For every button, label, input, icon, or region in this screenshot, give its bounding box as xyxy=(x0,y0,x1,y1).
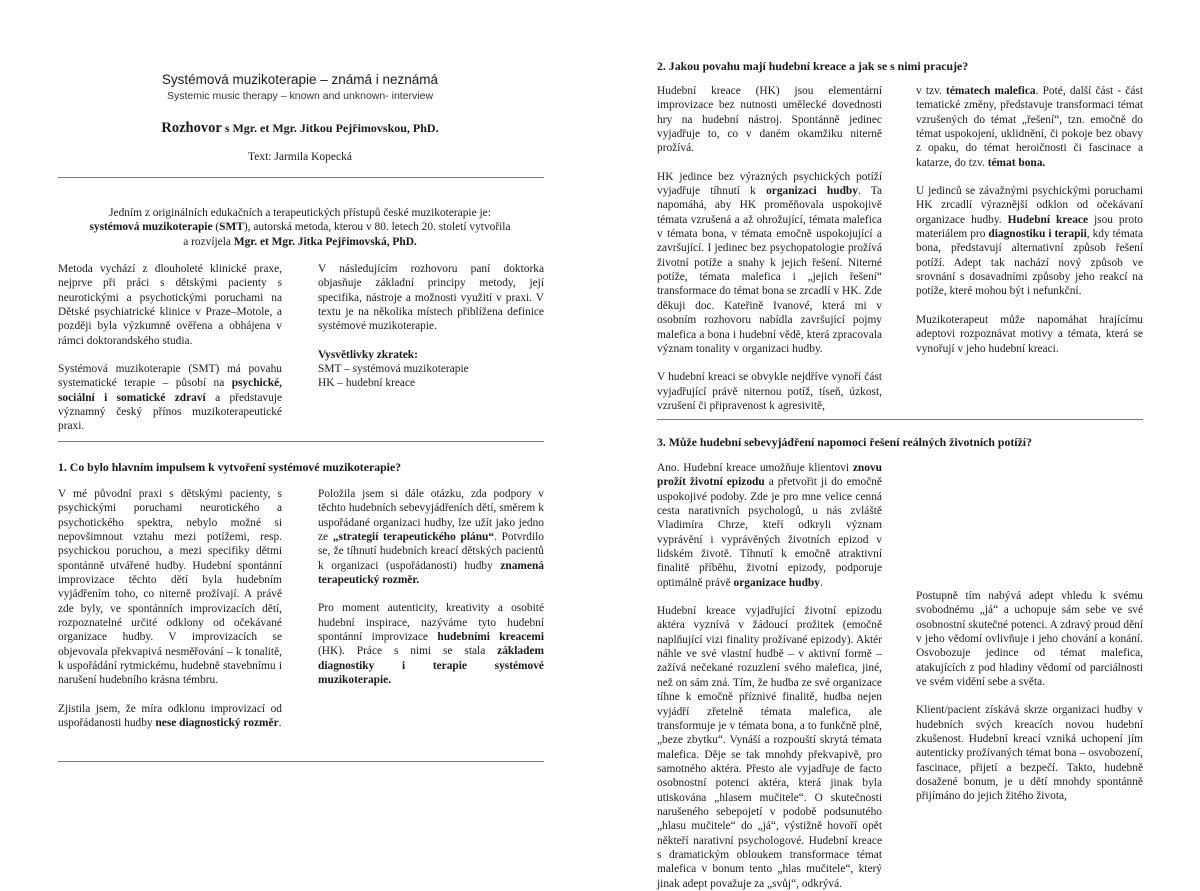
text-bold: Hudební kreace xyxy=(1007,213,1089,226)
paragraph-smt xyxy=(58,362,282,434)
article-title: Systémová muzikoterapie – známá i neznámá xyxy=(161,72,439,87)
q2-col-1 xyxy=(657,84,882,427)
divider-q3 xyxy=(657,419,1143,420)
text-run: Systémová muzikoterapie (SMT) má povahu systematické terapie – působí na xyxy=(58,363,282,390)
text-run: Ano. Hudební kreace umožňuje klientovi xyxy=(657,462,853,474)
q2-paragraph-2 xyxy=(657,170,882,356)
q3-paragraph-4: Klient/pacient získává skrze organizaci hudby v hudebních svých kreacích novou hudební zkušenost. Hudební kreací vzniká uchopení jím autenticky prožívaných témat bona – osvobození, fascinace, přijetí a bezpečí. Takto, hudebně dosažené bonum, je u dětí mnohdy spontánně přijímáno do jejich žitého života, xyxy=(916,704,1143,803)
intro-line-2-rest: ), autorská metoda, kterou v 80. letech 20. století vytvořila xyxy=(243,221,511,234)
intro-line-3 xyxy=(40,235,560,249)
divider-top xyxy=(58,177,544,178)
text-bold: nese diagnostický rozměr xyxy=(155,717,279,730)
q2-paragraph-6: Muzikoterapeut může napomáhat hrajícímu adeptovi rozpoznávat motivy a témata, která se vynořují v jeho hudební kreaci. xyxy=(916,313,1143,355)
text-bold: základem diagnostiky i terapie systémové muzikoterapie. xyxy=(318,645,544,687)
q3-col-2 xyxy=(916,461,1143,818)
abbr-hk: HK – hudební kreace xyxy=(318,377,416,390)
intro-abbr: SMT xyxy=(219,221,244,234)
intro-line-2 xyxy=(40,220,560,234)
text-run: Položila jsem si dále otázku, zda podpory v těchto hudebních sebevyjádřeních dětí, směrem k uspořádané organizaci hudby, lze užít jako jedno ze xyxy=(318,488,544,544)
text-run: . Potvrdilo se, že tíhnutí hudebních kreací dětských pacientů k organizaci (uspořádanosti) hudby xyxy=(318,531,545,572)
q1-col-2 xyxy=(318,487,544,701)
text-run: Pro moment autenticity, kreativity a osobité hudební inspirace, nazýváme tyto hudební spontánní improvizace xyxy=(318,602,544,644)
intro-author-name: Mgr. et Mgr. Jitka Pejřimovská, PhD. xyxy=(233,235,417,248)
interview-heading xyxy=(40,120,560,137)
text-run: . xyxy=(819,576,823,589)
left-intro-col-2 xyxy=(318,262,544,391)
intro-line-1: Jedním z originálních edukačních a terapeutických přístupů české muzikoterapie je: xyxy=(109,207,491,219)
intro-smt-bold: systémová muzikoterapie xyxy=(89,221,213,234)
text-bold: diagnostiku i terapii xyxy=(988,228,1087,241)
q2-paragraph-1: Hudební kreace (HK) jsou elementární improvizace bez nutnosti umělecké dovednosti hry na hudební nástroj. Spontánně jedinec vyjadřuje to, co v daném okamžiku niterně prožívá. xyxy=(657,85,882,155)
text-bold: témat bona. xyxy=(987,156,1046,169)
text-run: (HK). Práce s nimi se stala xyxy=(318,645,498,658)
q2-paragraph-5 xyxy=(916,184,1143,299)
article-subtitle: Systemic music therapy – known and unknown- interview xyxy=(166,90,434,102)
text-bold: organizace hudby xyxy=(733,576,820,589)
intro-paren: ( xyxy=(212,221,220,234)
abbr-smt: SMT – systémová muzikoterapie xyxy=(318,363,469,376)
text-bold: „strategií terapeutického plánu“ xyxy=(332,531,495,544)
author-line: Text: Jarmila Kopecká xyxy=(248,151,352,163)
q2-col-2 xyxy=(916,84,1143,370)
text-bold: znamená terapeutický rozměr. xyxy=(318,559,544,587)
q1-paragraph-3 xyxy=(318,487,544,587)
text-bold: znovu prožít životní epizodu xyxy=(657,462,882,489)
q3-paragraph-2: Hudební kreace vyjadřující životní epizodu aktéra vyznívá v žádoucí prožitek (emočně naplňující vizi finality prožívané epizody). Aktér náhle ve své vlastní hudbě – v aktivní formě – zažívá nečekané rozuzlení svého malefica, jiné, než on sám zná. Tím, že hudba ze své organizace tíhne k emočně příznivé finalitě, hudba nejen vyjádří zřetelně témata malefica, ale transformuje je v témata bona, a to funkčně plně, „beze zbytku“. Vynáší a rozpouští skrytá témata malefica. Děje se tak mnohdy překvapivě, pro samotného aktéra. Přesto ale vyjadřuje de facto osobnostní potenci aktéra, která jinak byla utiskována „hlasem mučitele“. O skutečnosti narušeného sebepojetí v podobě podsunutého „hlasu mučitele“ do „já“, výstižně hovoří opět někteří narativní psychologové. Hudební kreace s dramatickým obloukem transformace témat malefica v bonum tento „hlas mučitele“, který jinak adept považuje za „svůj“, odkrývá. xyxy=(657,605,882,890)
paragraph-next: V následujícím rozhovoru paní doktorka objasňuje základní principy metody, její specifika, nástroje a možnosti využití v praxi. V textu je na několika místech přiblížena definice systémové muzikoterapie. xyxy=(318,263,544,333)
text-run: , kdy témata bona, představují alternativní způsob řešení potíží. Adept tak nachází nový způsob ve srovnání s dosavadními způsoby jeho reakcí na potíže, které mohou být i nefunkční. xyxy=(916,228,1143,298)
q1-col-1 xyxy=(58,487,282,745)
question-1-heading: 1. Co bylo hlavním impulsem k vytvoření systémové muzikoterapie? xyxy=(58,460,402,474)
intro-line-3-pre: a rozvíjela xyxy=(183,235,234,248)
text-run: jsou proto materiálem pro xyxy=(916,213,1143,241)
left-page xyxy=(0,0,600,849)
text-run: . Poté, další část - část tematické změny, představuje transformaci témat vzrušených do témat „řešení“, tzn. emočně do témat uspokojení, uklidnění, či pokoje bez obavy z opaku, do témat heroičnosti či fascinace a katarze, do tzv. xyxy=(916,85,1144,169)
text-run: a představuje významný český přínos muzikoterapeutické praxi. xyxy=(58,391,282,433)
interview-guest: s Mgr. et Mgr. Jitkou Pejřimovskou, PhD. xyxy=(221,121,439,135)
divider-bottom xyxy=(58,761,544,762)
text-bold: psychické, sociální i somatické zdraví xyxy=(58,377,282,404)
q1-paragraph-1: V mé původní praxi s dětskými pacienty, s psychickými poruchami neurotického a psychotického spektra, nebylo možné si nepovšimnout vztahu mezi potížemi, resp. psychickou poruchou, a mezi specifiky dětmi spontánně utvářené hudby. Hudební spontánní improvizace těchto dětí byla hudebním vyjádřením toho, co niterně prožívají. A právě zde byly, ve spontánních improvizacích dětí, rozpoznatelné určité odklony od očekávané organizace hudby. V improvizacích se objevovala překvapivá nesměřování – k tonalitě, k uspořádání rytmickému, hudebně stavebnímu i narušení hudebního krásna témbru. xyxy=(58,488,282,687)
left-intro-col-1 xyxy=(58,262,282,448)
text-run: U jedinců se závažnými psychickými poruchami HK zrcadlí výraznější odklon od očekávaní organizace hudby. xyxy=(916,185,1143,226)
paragraph-method: Metoda vychází z dlouholeté klinické praxe, nejprve při práci s dětskými pacienty s neurotickými a psychotickými poruchami na Dětské psychiatrické klinice v Praze–Motole, a později byla výzkumně ověřena a obhájena v rámci doktorandského studia. xyxy=(58,263,282,347)
text-bold: hudebními kreacemi xyxy=(437,631,544,644)
text-bold: organizaci hudby xyxy=(766,185,858,198)
q2-paragraph-4 xyxy=(916,84,1143,170)
interview-word: Rozhovor xyxy=(161,120,222,136)
question-3-heading: 3. Může hudební sebevyjádření napomoci řešení reálných životních potíží? xyxy=(657,435,1032,449)
q1-paragraph-2 xyxy=(58,702,282,731)
text-run: HK jedince bez výrazných psychických potíží vyjadřuje tíhnutí k xyxy=(657,170,882,198)
text-run: . xyxy=(278,717,282,730)
intro-block xyxy=(40,206,560,249)
q1-paragraph-4 xyxy=(318,601,544,687)
question-2-heading: 2. Jakou povahu mají hudební kreace a jak se s nimi pracuje? xyxy=(657,59,969,73)
text-run: . Ta napomáhá, aby HK proměňovala uspokojivě témata vzrušená a až ohrožující, témata malefica v témata bona, v témata emočně uspokojující a završující. I jedinec bez psychopatologie prožívá životní potíže a snahy k jejich řešení. Niterné potíže, témata malefica i „jejich řešení“ transformace do témat bona se zrcadlí v HK. Zde děkuji doc. Kateřině Ivanové, která mi v osobním rozhovoru nabídla završující pojmy malefica a bona i hudební vědě, která zpracovala význam tonality v organizaci hudby. xyxy=(657,185,883,355)
abbr-heading: Vysvětlivky zkratek: xyxy=(318,348,418,361)
text-bold: tématech malefica xyxy=(946,85,1036,97)
divider-mid xyxy=(58,441,544,442)
q3-paragraph-1 xyxy=(657,461,882,590)
text-run: v tzv. xyxy=(916,85,947,97)
q3-paragraph-3: Postupně tím nabývá adept vhledu k svému svobodnému „já“ a uchopuje sám sebe ve své osobnostní skutečné potenci. A zdravý proud dění v jeho vědomí ovlivňuje i jeho chování a konání. Osvobozuje jedince od témat malefica, atakujících z pod hladiny vědomí od parciálnosti ve svém vidění sebe a světa. xyxy=(916,590,1143,689)
text-run: a přetvořit ji do emočně uspokojivé podoby. Zde je pro mne velice cenná cesta narativních psychologů, u nás zvláště Vladimíra Chrze, kteří odkryli význam vyprávění i vyprávěných životních epizod v lidském životě. Tíhnutí k emočně atraktivní finalitě příběhu, životní epizody, podporuje optimálně právě xyxy=(657,476,882,589)
q3-col-1 xyxy=(657,461,882,891)
text-run: Zjistila jsem, že míra odklonu improvizací od uspořádanosti hudby xyxy=(58,702,282,730)
right-page xyxy=(600,0,1200,890)
q2-paragraph-3: V hudební kreaci se obvykle nejdříve vynoří část vyjadřující právě niternou potíž, tíseň, úzkost, vzrušení či připravenost k agresivitě, xyxy=(657,371,882,412)
